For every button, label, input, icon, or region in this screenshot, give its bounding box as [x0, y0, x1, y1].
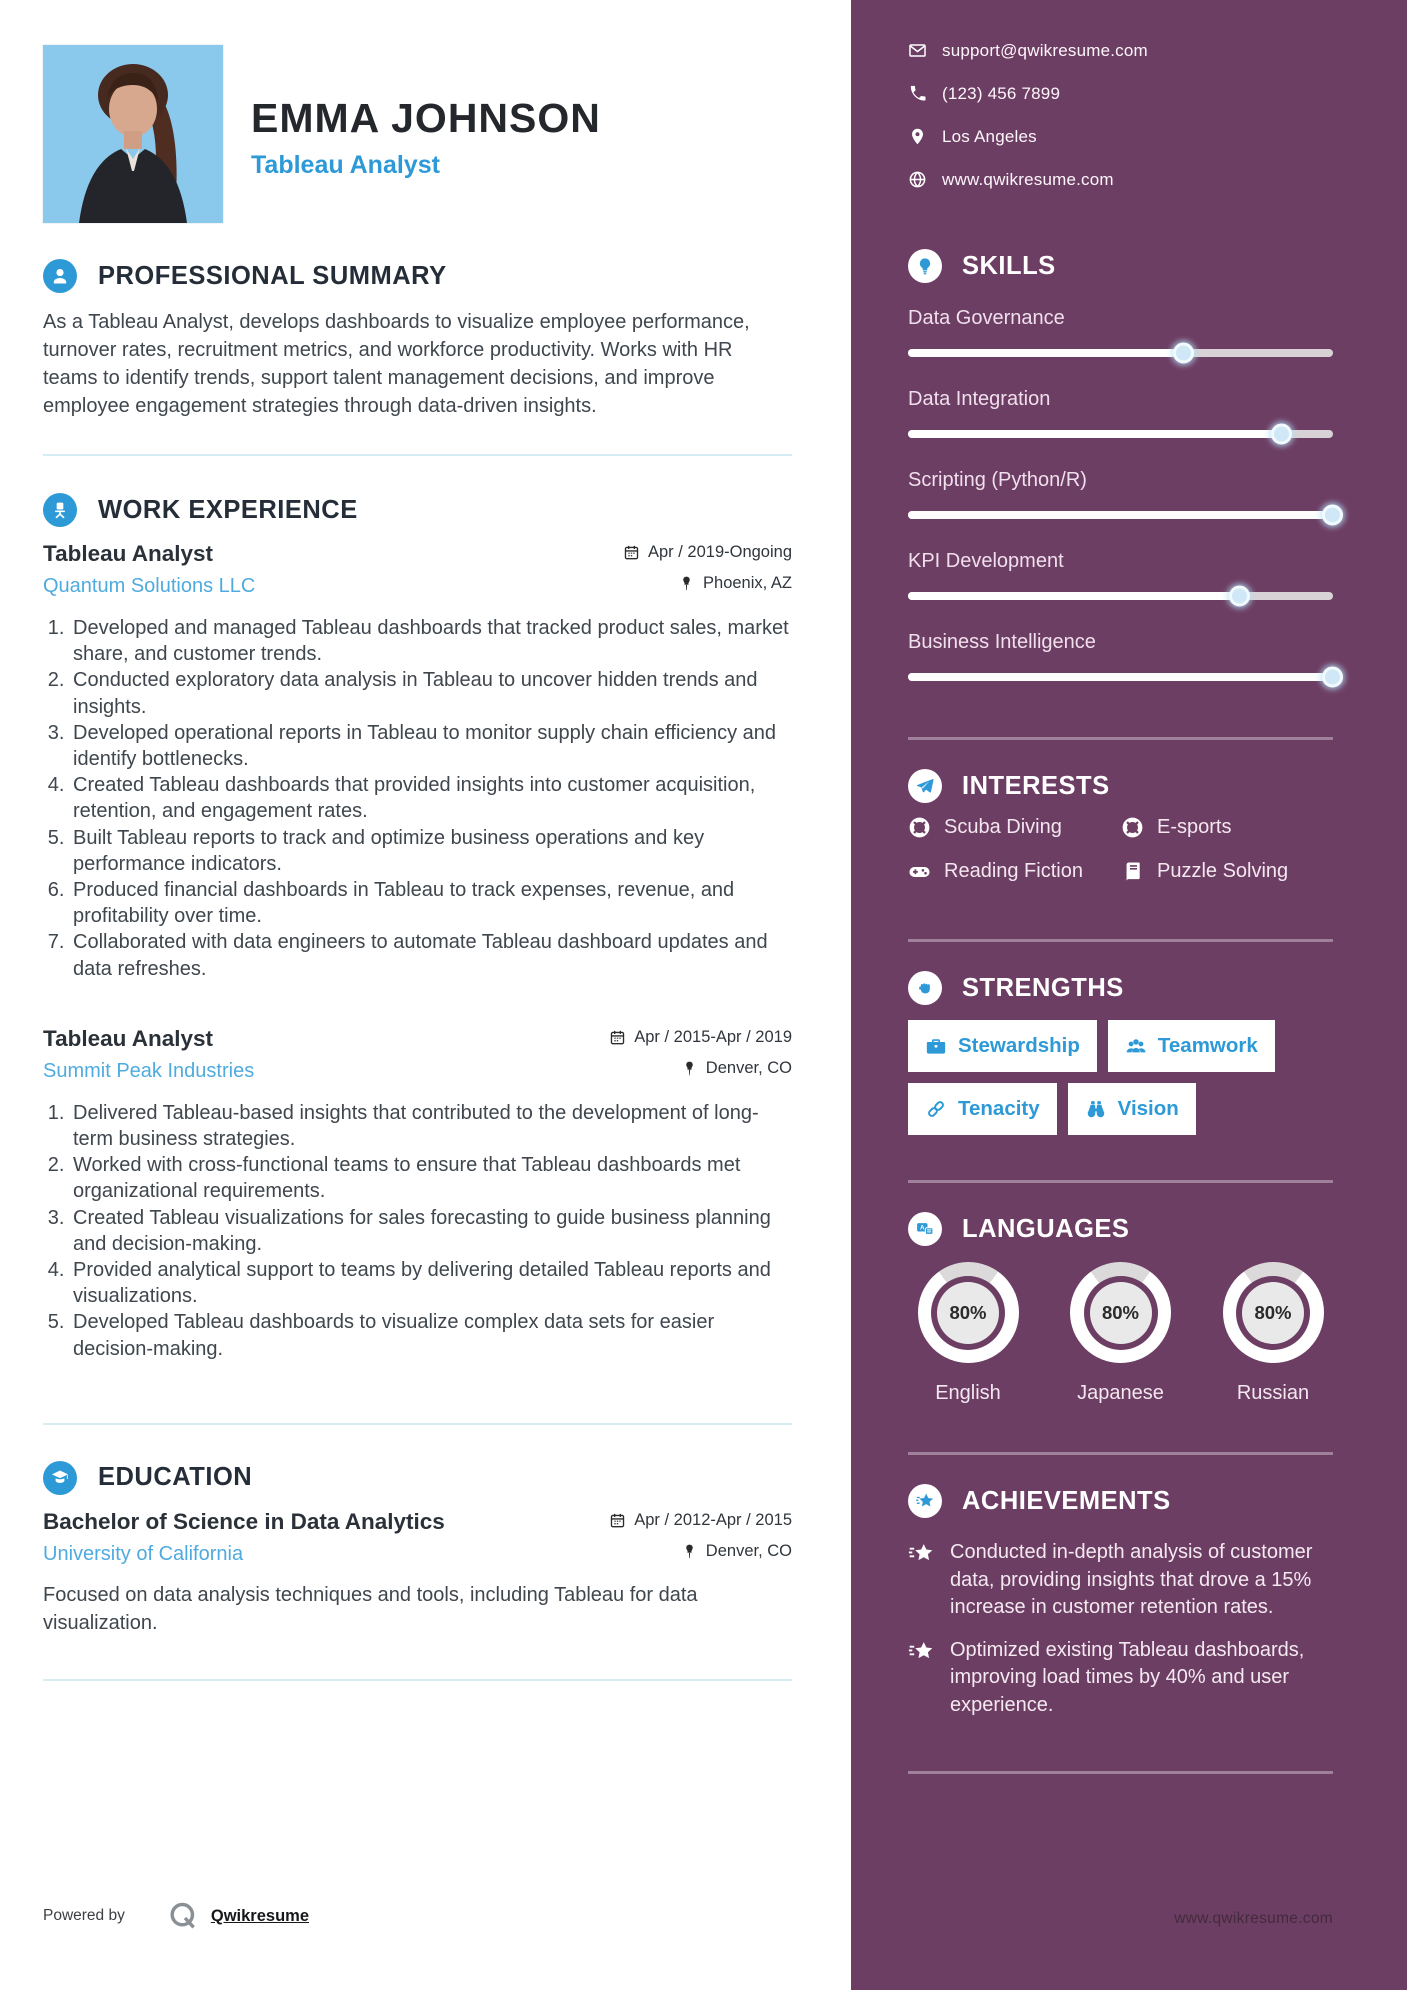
strengths-section-header [908, 971, 1333, 1005]
work-heading: WORK EXPERIENCE [98, 495, 358, 524]
job-company-link[interactable]: Quantum Solutions LLC [43, 575, 256, 597]
job-bullet: 3. Created Tableau visualizations for sales forecasting to guide business planning and decision-making. [70, 1205, 792, 1257]
chain-icon [925, 1098, 947, 1120]
interest-item [908, 816, 1121, 839]
skill-label: Data Integration [908, 388, 1051, 410]
slider-thumb[interactable] [1173, 343, 1194, 364]
summary-heading: PROFESSIONAL SUMMARY [98, 261, 447, 290]
graduation-cap-icon [43, 1461, 77, 1495]
divider [908, 737, 1333, 740]
contact-email-text: support@qwikresume.com [942, 40, 1148, 60]
envelope-icon [908, 41, 927, 60]
section-languages [908, 1212, 1333, 1405]
education-heading: EDUCATION [98, 1463, 253, 1492]
section-work-experience [43, 493, 792, 1362]
contact-location-text: Los Angeles [942, 126, 1037, 146]
contact-website[interactable] [908, 170, 1333, 189]
skills-section-header [908, 249, 1333, 283]
divider [908, 1771, 1333, 1774]
globe-icon [908, 170, 927, 189]
name-block [251, 45, 601, 223]
skill-slider [908, 511, 1333, 519]
gamepad-icon [908, 860, 931, 883]
strength-label: Tenacity [958, 1097, 1040, 1120]
contact-location [908, 127, 1333, 146]
person-job-title: Tableau Analyst [251, 151, 440, 179]
powered-by-footer [43, 1900, 792, 1932]
star-icon [908, 1484, 942, 1518]
skill-slider [908, 592, 1333, 600]
divider [43, 454, 792, 456]
language-item [908, 1262, 1028, 1405]
skill-label: Business Intelligence [908, 631, 1096, 653]
strength-teamwork-button[interactable] [1108, 1020, 1275, 1072]
job-title: Tableau Analyst [43, 1025, 214, 1051]
section-achievements [908, 1484, 1333, 1719]
section-strengths [908, 971, 1333, 1135]
interest-item [908, 860, 1121, 883]
strength-label: Vision [1117, 1097, 1179, 1120]
strength-stewardship-button[interactable] [908, 1020, 1097, 1072]
job-date: Apr / 2015-Apr / 2019 [609, 1028, 792, 1047]
languages-row [908, 1262, 1333, 1405]
summary-text: As a Tableau Analyst, develops dashboards to visualize employee performance, turnover rates, recruitment metrics, and workforce productivity. Works with HR teams to identify trends, support talent management decisions, and improve employee engagement strategies through data-driven insights. [43, 311, 750, 417]
qwikresume-logo-icon [167, 1900, 199, 1932]
interest-label: Reading Fiction [944, 860, 1083, 882]
phone-icon [908, 84, 927, 103]
skill-label: KPI Development [908, 550, 1064, 572]
slider-thumb[interactable] [1229, 586, 1250, 607]
skill-item [908, 550, 1333, 600]
calendar-icon [623, 544, 640, 561]
strength-tenacity-button[interactable] [908, 1083, 1057, 1135]
interest-item [1121, 816, 1333, 839]
section-professional-summary [43, 259, 792, 420]
skill-label: Data Governance [908, 307, 1065, 329]
education-section-header [43, 1461, 792, 1495]
language-percent: 80% [1101, 1301, 1140, 1323]
life-ring-icon [908, 816, 931, 839]
education-date: Apr / 2012-Apr / 2015 [609, 1511, 792, 1530]
job-entry [43, 1026, 792, 1362]
skill-item [908, 631, 1333, 681]
person-name: EMMA JOHNSON [251, 95, 601, 141]
interests-section-header [908, 769, 1333, 803]
education-entry [43, 1509, 792, 1637]
contact-website-text: www.qwikresume.com [942, 169, 1114, 189]
skill-item [908, 469, 1333, 519]
contact-phone[interactable] [908, 84, 1333, 103]
pushpin-icon [681, 1543, 698, 1560]
interest-label: Puzzle Solving [1157, 860, 1289, 882]
calendar-icon [609, 1029, 626, 1046]
strength-vision-button[interactable] [1068, 1083, 1196, 1135]
binoculars-icon [1085, 1098, 1107, 1120]
pushpin-icon [678, 575, 695, 592]
language-progress-ring [1223, 1262, 1324, 1363]
job-bullet: 5. Developed Tableau dashboards to visualize complex data sets for easier decision-making. [70, 1309, 792, 1361]
section-interests [908, 769, 1333, 883]
shooting-star-icon [908, 1541, 935, 1568]
user-icon [43, 259, 77, 293]
skill-item [908, 307, 1333, 357]
language-progress-ring [918, 1262, 1019, 1363]
strengths-heading: STRENGTHS [962, 973, 1124, 1002]
language-progress-ring [1070, 1262, 1171, 1363]
contact-email[interactable] [908, 41, 1333, 60]
work-section-header [43, 493, 792, 527]
language-label: Russian [1236, 1382, 1310, 1404]
job-bullet: 1. Developed and managed Tableau dashboards that tracked product sales, market share, and customer trends. [70, 615, 792, 667]
life-ring-icon [1121, 816, 1144, 839]
calendar-icon [609, 1512, 626, 1529]
slider-thumb[interactable] [1271, 424, 1292, 445]
job-bullet: 6. Produced financial dashboards in Tableau to track expenses, revenue, and profitability over time. [70, 877, 792, 929]
strength-label: Teamwork [1157, 1034, 1258, 1057]
job-entry [43, 541, 792, 982]
achievement-item [908, 1539, 1333, 1622]
sidebar-footer-site: www.qwikresume.com [1174, 1910, 1333, 1927]
language-label: Japanese [1077, 1382, 1164, 1404]
interest-label: Scuba Diving [944, 816, 1062, 838]
shooting-star-icon [908, 1639, 935, 1666]
strengths-buttons [908, 1020, 1333, 1135]
achievement-text: Optimized existing Tableau dashboards, improving load times by 40% and user experience. [950, 1638, 1305, 1716]
achievements-heading: ACHIEVEMENTS [962, 1486, 1171, 1515]
job-company-link[interactable]: Summit Peak Industries [43, 1059, 255, 1082]
office-chair-icon [43, 493, 77, 527]
job-bullet: 2. Worked with cross-functional teams to ensure that Tableau dashboards met organizational requirements. [70, 1152, 792, 1204]
paper-plane-icon [908, 769, 942, 803]
job-bullet: 1. Delivered Tableau-based insights that contributed to the development of long-term business strategies. [70, 1100, 792, 1152]
pushpin-icon [681, 1060, 698, 1077]
book-icon [1121, 860, 1144, 883]
slider-thumb[interactable] [1322, 505, 1343, 526]
education-location: Denver, CO [681, 1542, 792, 1561]
job-location: Phoenix, AZ [678, 574, 792, 593]
skill-label: Scripting (Python/R) [908, 469, 1087, 491]
job-date: Apr / 2019-Ongoing [623, 543, 792, 562]
translate-icon [908, 1212, 942, 1246]
interests-heading: INTERESTS [962, 771, 1110, 800]
section-skills [908, 249, 1333, 681]
divider [908, 939, 1333, 942]
languages-heading: LANGUAGES [962, 1214, 1130, 1243]
contact-phone-text: (123) 456 7899 [942, 83, 1061, 103]
interest-item [1121, 860, 1333, 883]
qwikresume-brand-link[interactable]: Qwikresume [210, 1906, 309, 1925]
job-bullet: 2. Conducted exploratory data analysis in Tableau to uncover hidden trends and insights. [70, 667, 792, 719]
achievements-section-header [908, 1484, 1333, 1518]
lightbulb-icon [908, 249, 942, 283]
language-label: English [935, 1382, 1001, 1404]
education-description: Focused on data analysis techniques and tools, including Tableau for data visualization. [43, 1583, 698, 1634]
language-item [1061, 1262, 1181, 1405]
divider [43, 1423, 792, 1425]
language-item [1213, 1262, 1333, 1405]
divider [43, 1679, 792, 1681]
svg-text:A: A [920, 1224, 925, 1232]
divider [908, 1180, 1333, 1183]
school-link[interactable]: University of California [43, 1542, 244, 1565]
fist-icon [908, 971, 942, 1005]
job-bullet-list [43, 1100, 792, 1362]
map-marker-icon [908, 127, 927, 146]
skill-slider [908, 349, 1333, 357]
sidebar [851, 0, 1407, 1990]
degree-title: Bachelor of Science in Data Analytics [43, 1508, 445, 1534]
interests-grid [908, 816, 1333, 883]
profile-photo [43, 45, 223, 223]
skill-item [908, 388, 1333, 438]
job-bullet: 5. Built Tableau reports to track and optimize business operations and key performance indicators. [70, 825, 792, 877]
skills-heading: SKILLS [962, 251, 1056, 280]
language-percent: 80% [949, 1301, 987, 1323]
section-education [43, 1461, 792, 1637]
briefcase-icon [925, 1035, 947, 1057]
job-bullet: 4. Created Tableau dashboards that provided insights into customer acquisition, retention, and engagement rates. [70, 772, 792, 824]
skill-slider [908, 430, 1333, 438]
contact-block [908, 41, 1333, 189]
achievement-item [908, 1637, 1333, 1720]
profile-photo-illustration [43, 45, 223, 223]
divider [908, 1452, 1333, 1455]
achievement-text: Conducted in-depth analysis of customer data, providing insights that drove a 15% increase in customer retention rates. [950, 1541, 1313, 1618]
summary-section-header [43, 259, 792, 293]
powered-by-label: Powered by [43, 1907, 125, 1924]
job-bullet: 3. Developed operational reports in Tableau to monitor supply chain efficiency and identify bottlenecks. [70, 720, 792, 772]
identity-header [43, 45, 792, 223]
strength-label: Stewardship [958, 1034, 1080, 1057]
skill-slider [908, 673, 1333, 681]
job-bullet: 4. Provided analytical support to teams by delivering detailed Tableau reports and visualizations. [70, 1257, 792, 1309]
job-location: Denver, CO [681, 1059, 792, 1078]
users-icon [1125, 1035, 1147, 1057]
languages-section-header [908, 1212, 1333, 1246]
job-bullet-list [43, 615, 792, 982]
language-percent: 80% [1254, 1301, 1292, 1323]
interest-label: E-sports [1157, 816, 1232, 838]
job-title: Tableau Analyst [43, 541, 214, 566]
job-bullet: 7. Collaborated with data engineers to automate Tableau dashboard updates and data refreshes. [70, 929, 792, 981]
slider-thumb[interactable] [1322, 667, 1343, 688]
